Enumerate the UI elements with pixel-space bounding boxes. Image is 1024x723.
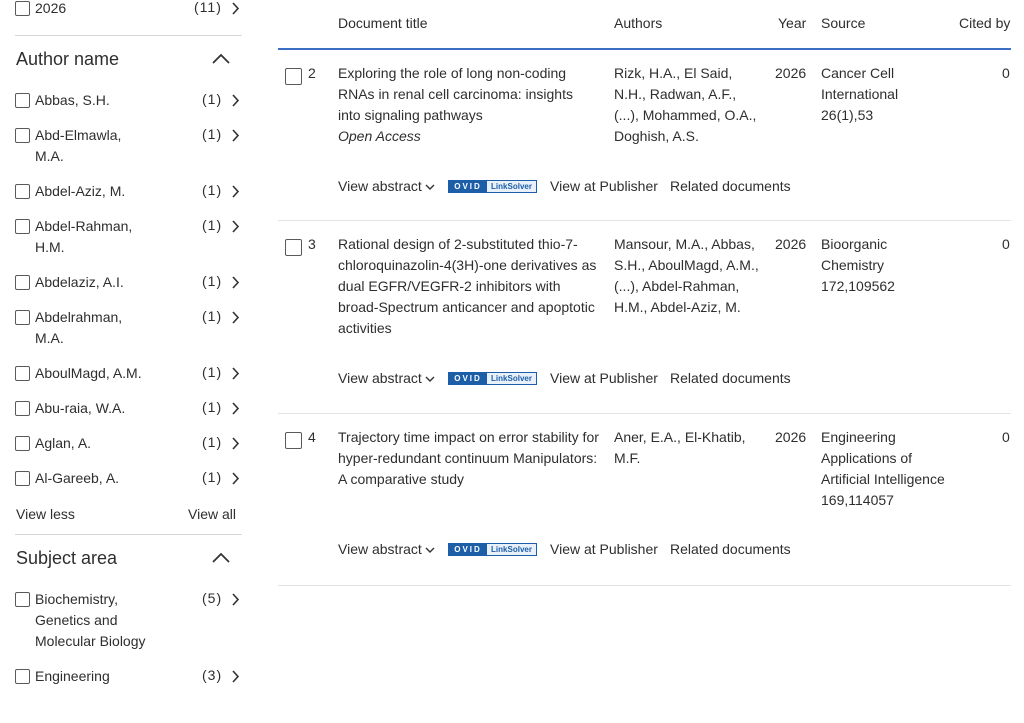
chevron-right-icon[interactable] [231, 367, 240, 380]
filter-label: Engineering [35, 668, 110, 684]
authors-text[interactable]: Rizk, H.A., El Said, N.H., Radwan, A.F., (...), Mohammed, O.A., Doghish, A.S. [614, 65, 757, 144]
view-at-publisher-link[interactable]: View at Publisher [550, 178, 658, 194]
row-number: 2 [308, 65, 316, 81]
checkbox[interactable] [15, 1, 30, 16]
filter-label: Abdelrahman, M.A. [35, 309, 123, 346]
filter-label: Abd-Elmawla, M.A. [35, 127, 122, 164]
divider [15, 534, 242, 535]
filter-count: (1) [202, 126, 223, 142]
filter-label: Al-Gareeb, A. [35, 470, 120, 486]
checkbox[interactable] [15, 669, 30, 684]
view-all-link[interactable]: View all [188, 506, 236, 522]
filter-label: Abdelaziz, A.I. [35, 274, 124, 290]
filter-label: Abu-raia, W.A. [35, 400, 126, 416]
authors-text[interactable]: Mansour, M.A., Abbas, S.H., AboulMagd, A.M., (...), Abdel-Rahman, H.M., Abdel-Aziz, M. [614, 236, 759, 315]
filter-label: 2026 [35, 0, 67, 16]
row-checkbox[interactable] [285, 432, 302, 449]
row-divider [278, 585, 1011, 586]
document-title-link[interactable]: Rational design of 2-substituted thio-7- chloroquinazolin-4(3H)-one derivatives as dual EGFR/VEGFR-2 inhibitors with broad-Spectrum anticancer and apoptotic activities [338, 236, 597, 336]
chevron-right-icon[interactable] [231, 94, 240, 107]
ovid-logo: OVID [449, 544, 487, 555]
related-documents-link[interactable]: Related documents [670, 370, 791, 386]
filter-count: (1) [202, 273, 223, 289]
header-year[interactable]: Year [778, 15, 807, 31]
checkbox[interactable] [15, 93, 30, 108]
header-source[interactable]: Source [821, 15, 866, 31]
year-text: 2026 [775, 429, 807, 445]
filter-count: (11) [194, 0, 222, 15]
view-abstract-button[interactable] [338, 541, 435, 557]
checkbox[interactable] [15, 366, 30, 381]
chevron-right-icon[interactable] [231, 437, 240, 450]
source-link[interactable]: Engineering Applications of Artificial Intelligence 169,114057 [821, 429, 945, 508]
chevron-down-icon [425, 184, 435, 191]
chevron-up-icon[interactable] [212, 53, 230, 64]
filter-count: (5) [202, 590, 223, 606]
chevron-right-icon[interactable] [231, 185, 240, 198]
view-abstract-label: View abstract [338, 541, 422, 557]
filter-label: Aglan, A. [35, 435, 92, 451]
author-section-title: Author name [16, 49, 120, 69]
ovid-logo: OVID [449, 373, 487, 384]
filter-label: Abdel-Rahman, H.M. [35, 218, 133, 255]
checkbox[interactable] [15, 219, 30, 234]
divider [15, 35, 242, 36]
filter-label: AboulMagd, A.M. [35, 365, 142, 381]
chevron-right-icon[interactable] [231, 593, 240, 606]
filter-count: (1) [202, 91, 223, 107]
linksolver-label: LinkSolver [487, 373, 536, 384]
view-abstract-label: View abstract [338, 370, 422, 386]
chevron-right-icon[interactable] [231, 129, 240, 142]
ovid-linksolver-button[interactable] [448, 180, 537, 193]
chevron-right-icon[interactable] [231, 472, 240, 485]
view-at-publisher-link[interactable]: View at Publisher [550, 370, 658, 386]
ovid-linksolver-button[interactable] [448, 372, 537, 385]
linksolver-label: LinkSolver [487, 181, 536, 192]
view-less-link[interactable]: View less [16, 506, 75, 522]
filter-count: (3) [202, 667, 223, 683]
view-abstract-button[interactable] [338, 370, 435, 386]
chevron-right-icon[interactable] [231, 220, 240, 233]
cited-by-count[interactable]: 0 [1002, 429, 1010, 445]
header-document-title[interactable]: Document title [338, 15, 428, 31]
related-documents-link[interactable]: Related documents [670, 541, 791, 557]
cited-by-count[interactable]: 0 [1002, 236, 1010, 252]
filter-count: (1) [202, 434, 223, 450]
open-access-label: Open Access [338, 128, 421, 144]
filter-count: (1) [202, 182, 223, 198]
chevron-down-icon [425, 547, 435, 554]
year-text: 2026 [775, 65, 807, 81]
filter-count: (1) [202, 469, 223, 485]
header-underline [278, 48, 1011, 50]
document-title-link[interactable]: Exploring the role of long non-coding RNAs in renal cell carcinoma: insights into signaling pathways [338, 65, 573, 123]
linksolver-label: LinkSolver [487, 544, 536, 555]
view-abstract-button[interactable] [338, 178, 435, 194]
chevron-right-icon[interactable] [231, 311, 240, 324]
row-divider [278, 413, 1011, 414]
row-divider [278, 220, 1011, 221]
chevron-up-icon[interactable] [212, 552, 230, 563]
row-checkbox[interactable] [285, 68, 302, 85]
header-cited-by[interactable]: Cited by [959, 15, 1011, 31]
checkbox[interactable] [15, 275, 30, 290]
checkbox[interactable] [15, 592, 30, 607]
checkbox[interactable] [15, 310, 30, 325]
header-authors[interactable]: Authors [614, 15, 663, 31]
row-number: 3 [308, 236, 316, 252]
checkbox[interactable] [15, 184, 30, 199]
year-text: 2026 [775, 236, 807, 252]
chevron-right-icon[interactable] [231, 276, 240, 289]
checkbox[interactable] [15, 401, 30, 416]
chevron-down-icon [425, 376, 435, 383]
filter-label: Abdel-Aziz, M. [35, 183, 126, 199]
row-number: 4 [308, 429, 316, 445]
filter-label: Biochemistry, Genetics and Molecular Biology [35, 591, 146, 649]
filter-count: (1) [202, 364, 223, 380]
filter-count: (1) [202, 308, 223, 324]
authors-text[interactable]: Aner, E.A., El-Khatib, M.F. [614, 429, 746, 466]
source-link[interactable]: Cancer Cell International 26(1),53 [821, 65, 899, 123]
cited-by-count[interactable]: 0 [1002, 65, 1010, 81]
chevron-right-icon[interactable] [231, 2, 240, 15]
checkbox[interactable] [15, 436, 30, 451]
filter-count: (1) [202, 399, 223, 415]
chevron-right-icon[interactable] [231, 402, 240, 415]
ovid-logo: OVID [449, 181, 487, 192]
source-link[interactable]: Bioorganic Chemistry 172,109562 [821, 236, 895, 294]
checkbox[interactable] [15, 471, 30, 486]
row-checkbox[interactable] [285, 239, 302, 256]
ovid-linksolver-button[interactable] [448, 543, 537, 556]
filter-count: (1) [202, 217, 223, 233]
view-abstract-label: View abstract [338, 178, 422, 194]
subject-section-title: Subject area [16, 548, 118, 568]
chevron-right-icon[interactable] [231, 670, 240, 683]
filter-label: Abbas, S.H. [35, 92, 110, 108]
document-title-link[interactable]: Trajectory time impact on error stability for hyper-redundant continuum Manipulators: A comparative study [338, 429, 599, 487]
checkbox[interactable] [15, 128, 30, 143]
view-at-publisher-link[interactable]: View at Publisher [550, 541, 658, 557]
related-documents-link[interactable]: Related documents [670, 178, 791, 194]
